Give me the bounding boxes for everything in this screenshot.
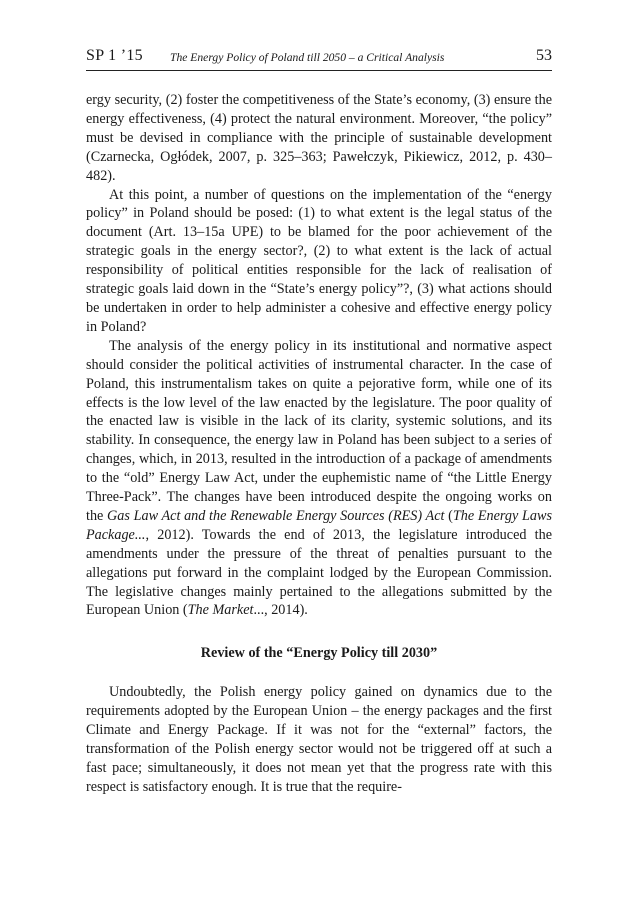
paragraph: [86, 337, 552, 621]
italic-text-segment: The Energy Laws Package...: [86, 507, 552, 543]
text-segment: (: [444, 507, 453, 524]
paragraph: [86, 91, 552, 186]
text-segment: The analysis of the energy policy in its institutional and normative aspect should consider the political activities of instrumental character. In the case of Poland, this instrumentalism takes on quite a pejorative form, while one of its effects is the low level of the law enacted by the legislature. The poor quality of the enacted law is visible in the lack of its clarity, systemic solutions, and its stability. In consequence, the energy law in Poland has been subject to a series of changes, which, in 2013, resulted in the introduction of a package of amendments to the “old” Energy Law Act, under the euphemistic name of “the Little Energy Three-Pack”. The changes have been introduced despite the ongoing works on the: [86, 337, 552, 524]
italic-text-segment: Gas Law Act and the Renewable Energy Sources (RES) Act: [107, 507, 445, 524]
section-heading: Review of the “Energy Policy till 2030”: [200, 645, 438, 662]
text-segment: ..., 2014).: [253, 602, 308, 619]
text-segment: At this point, a number of questions on the implementation of the “energy policy” in Poland should be posed: (1) to what extent is the legal status of the document (Art. 13–15a UPE) to be blamed for the poor achievement of the strategic goals in the energy sector?, (2) to what extent is the lack of actual responsibility of political entities responsible for the lack of realisation of strategic goals laid down in the “State’s energy policy”?, (3) what actions should be undertaken in order to help administer a cohesive and effective energy policy in Poland?: [86, 186, 552, 335]
running-title: The Energy Policy of Poland till 2050 – a Critical Analysis: [170, 51, 445, 64]
running-head: [86, 44, 552, 71]
text-segment: , 2012). Towards the end of 2013, the legislature introduced the amendments under the pressure of the threat of penalties pursuant to the allegations put forward in the complaint lodged by the European Commission. The legislative changes mainly pertained to the allegations submitted by the European Union (: [86, 526, 552, 619]
text-segment: Undoubtedly, the Polish energy policy gained on dynamics due to the requirements adopted by the European Union – the energy packages and the first Climate and Energy Package. If it was not for the “external” factors, the transformation of the Polish energy sector would not be triggered off at such a fast pace; simultaneously, it does not mean yet that the progress rate with this respect is satisfactory enough. It is true that the require-: [86, 684, 552, 795]
body-text: [86, 91, 552, 797]
page-number: 53: [536, 47, 552, 64]
journal-issue: SP 1 ’15: [86, 47, 143, 64]
paragraph: [86, 186, 552, 337]
text-segment: ergy security, (2) foster the competitiveness of the State’s economy, (3) ensure the energy effectiveness, (4) protect the natural environment. Moreover, “the policy” must be devised in compliance with the principle of sustainable development (Czarnecka, Ogłódek, 2007, p. 325–363; Pawełczyk, Pikiewicz, 2012, p. 430–482).: [86, 92, 552, 184]
italic-text-segment: The Market: [187, 602, 254, 619]
paragraph: [86, 683, 552, 796]
